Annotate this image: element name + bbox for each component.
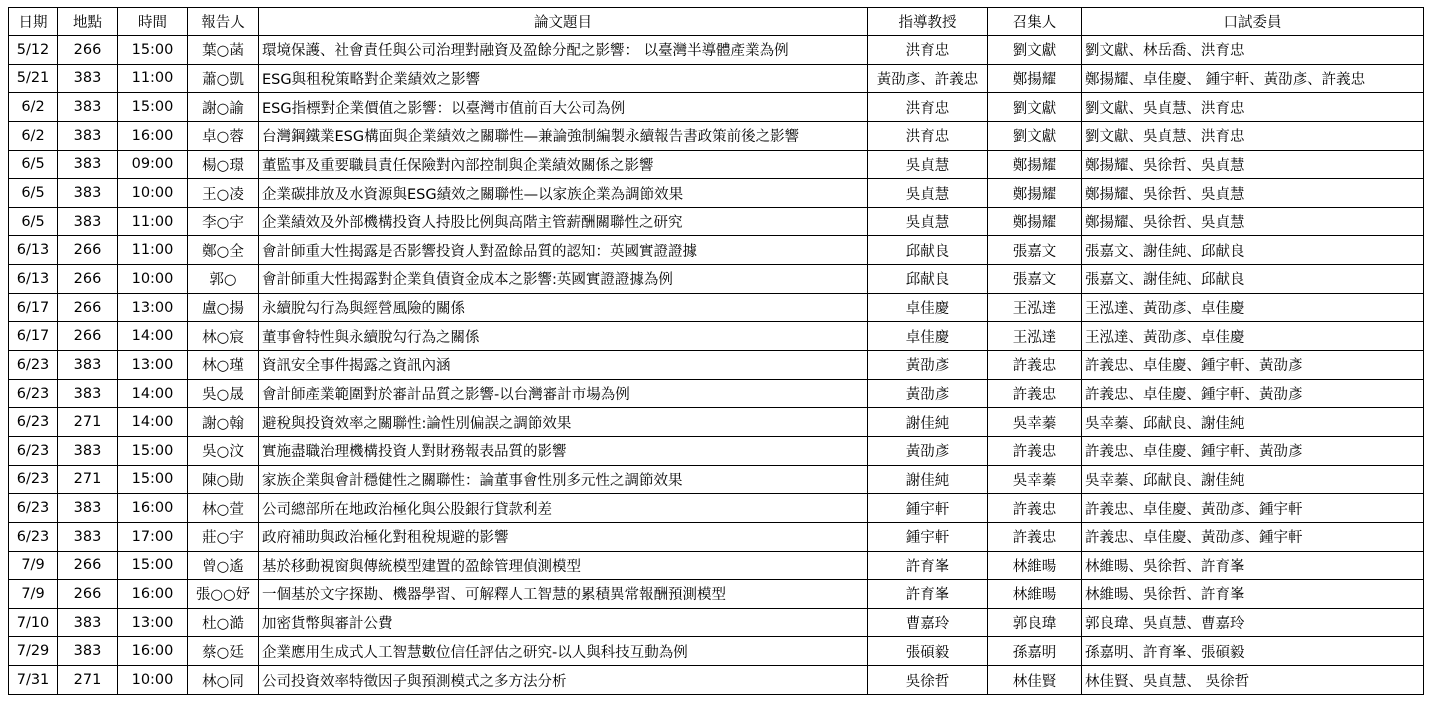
- cell-advisor: 吳徐哲: [868, 666, 988, 695]
- cell-location: 383: [58, 93, 118, 122]
- table-row: [9, 551, 1424, 580]
- cell-convener: 許義忠: [988, 351, 1082, 380]
- header-date: 日期: [9, 8, 58, 36]
- cell-convener: 王泓達: [988, 293, 1082, 322]
- cell-advisor: 鍾宇軒: [868, 522, 988, 551]
- cell-thesis-title: ESG與租稅策略對企業績效之影響: [259, 64, 868, 93]
- cell-thesis-title: 避稅與投資效率之關聯性:論性別偏誤之調節效果: [259, 408, 868, 437]
- table-row: [9, 179, 1424, 208]
- cell-presenter: 鄭○全: [188, 236, 259, 265]
- cell-date: 6/5: [9, 150, 58, 179]
- cell-convener: 林維暘: [988, 580, 1082, 609]
- table-row: [9, 494, 1424, 523]
- cell-date: 6/23: [9, 494, 58, 523]
- cell-advisor: 黃劭彥、許義忠: [868, 64, 988, 93]
- cell-convener: 吳幸蓁: [988, 408, 1082, 437]
- cell-date: 6/23: [9, 522, 58, 551]
- cell-location: 383: [58, 121, 118, 150]
- table-row: [9, 351, 1424, 380]
- cell-advisor: 洪育忠: [868, 121, 988, 150]
- cell-time: 10:00: [118, 179, 188, 208]
- cell-committee: 林佳賢、吳貞慧、 吳徐哲: [1082, 666, 1424, 695]
- table-row: [9, 608, 1424, 637]
- cell-convener: 郭良瑋: [988, 608, 1082, 637]
- cell-committee: 劉文獻、林岳喬、洪育忠: [1082, 36, 1424, 65]
- cell-advisor: 吳貞慧: [868, 179, 988, 208]
- cell-committee: 王泓達、黃劭彥、卓佳慶: [1082, 293, 1424, 322]
- table-row: [9, 379, 1424, 408]
- cell-presenter: 王○凌: [188, 179, 259, 208]
- cell-location: 266: [58, 580, 118, 609]
- cell-committee: 劉文獻、吳貞慧、洪育忠: [1082, 93, 1424, 122]
- cell-advisor: 洪育忠: [868, 93, 988, 122]
- cell-date: 7/29: [9, 637, 58, 666]
- cell-committee: 許義忠、卓佳慶、鍾宇軒、黃劭彥: [1082, 351, 1424, 380]
- cell-convener: 鄭揚耀: [988, 207, 1082, 236]
- cell-thesis-title: 企業碳排放及水資源與ESG績效之關聯性—以家族企業為調節效果: [259, 179, 868, 208]
- cell-time: 16:00: [118, 494, 188, 523]
- cell-committee: 吳幸蓁、邱献良、謝佳純: [1082, 465, 1424, 494]
- cell-presenter: 卓○蓉: [188, 121, 259, 150]
- header-convener: 召集人: [988, 8, 1082, 36]
- cell-presenter: 葉○菡: [188, 36, 259, 65]
- cell-committee: 許義忠、卓佳慶、黃劭彥、鍾宇軒: [1082, 522, 1424, 551]
- cell-thesis-title: 環境保護、社會責任與公司治理對融資及盈餘分配之影響： 以臺灣半導體產業為例: [259, 36, 868, 65]
- cell-thesis-title: 董事會特性與永續脫勾行為之關係: [259, 322, 868, 351]
- cell-convener: 王泓達: [988, 322, 1082, 351]
- cell-committee: 吳幸蓁、邱献良、謝佳純: [1082, 408, 1424, 437]
- cell-presenter: 杜○澔: [188, 608, 259, 637]
- cell-convener: 林維暘: [988, 551, 1082, 580]
- cell-committee: 許義忠、卓佳慶、黃劭彥、鍾宇軒: [1082, 494, 1424, 523]
- cell-presenter: 盧○揚: [188, 293, 259, 322]
- cell-date: 6/13: [9, 236, 58, 265]
- cell-presenter: 曾○遙: [188, 551, 259, 580]
- cell-thesis-title: 企業應用生成式人工智慧數位信任評估之研究-以人與科技互動為例: [259, 637, 868, 666]
- cell-location: 383: [58, 150, 118, 179]
- cell-presenter: 林○萱: [188, 494, 259, 523]
- table-row: [9, 36, 1424, 65]
- cell-time: 11:00: [118, 64, 188, 93]
- cell-date: 7/31: [9, 666, 58, 695]
- header-committee: 口試委員: [1082, 8, 1424, 36]
- cell-advisor: 邱献良: [868, 236, 988, 265]
- table-row: [9, 150, 1424, 179]
- cell-committee: 鄭揚耀、吳徐哲、吳貞慧: [1082, 207, 1424, 236]
- cell-presenter: 謝○翰: [188, 408, 259, 437]
- cell-committee: 王泓達、黃劭彥、卓佳慶: [1082, 322, 1424, 351]
- cell-location: 266: [58, 293, 118, 322]
- cell-date: 6/2: [9, 93, 58, 122]
- cell-convener: 劉文獻: [988, 93, 1082, 122]
- cell-committee: 許義忠、卓佳慶、鍾宇軒、黃劭彥: [1082, 436, 1424, 465]
- table-row: [9, 465, 1424, 494]
- cell-advisor: 吳貞慧: [868, 150, 988, 179]
- cell-thesis-title: 會計師重大性揭露是否影響投資人對盈餘品質的認知：英國實證證據: [259, 236, 868, 265]
- cell-time: 14:00: [118, 408, 188, 437]
- cell-presenter: 林○同: [188, 666, 259, 695]
- cell-convener: 許義忠: [988, 522, 1082, 551]
- cell-time: 15:00: [118, 93, 188, 122]
- cell-presenter: 吳○晟: [188, 379, 259, 408]
- cell-thesis-title: 會計師重大性揭露對企業負債資金成本之影響:英國實證證據為例: [259, 265, 868, 294]
- cell-committee: 張嘉文、謝佳純、邱献良: [1082, 265, 1424, 294]
- cell-advisor: 洪育忠: [868, 36, 988, 65]
- cell-time: 11:00: [118, 207, 188, 236]
- table-row: [9, 121, 1424, 150]
- cell-convener: 許義忠: [988, 379, 1082, 408]
- table-row: [9, 580, 1424, 609]
- cell-advisor: 黃劭彥: [868, 351, 988, 380]
- cell-thesis-title: 台灣鋼鐵業ESG構面與企業績效之關聯性—兼論強制編製永續報告書政策前後之影響: [259, 121, 868, 150]
- cell-date: 6/5: [9, 179, 58, 208]
- cell-advisor: 卓佳慶: [868, 322, 988, 351]
- cell-location: 383: [58, 351, 118, 380]
- cell-time: 10:00: [118, 666, 188, 695]
- cell-committee: 鄭揚耀、吳徐哲、吳貞慧: [1082, 179, 1424, 208]
- cell-thesis-title: 加密貨幣與審計公費: [259, 608, 868, 637]
- cell-location: 383: [58, 64, 118, 93]
- cell-advisor: 曹嘉玲: [868, 608, 988, 637]
- table-row: [9, 408, 1424, 437]
- cell-time: 16:00: [118, 637, 188, 666]
- header-advisor: 指導教授: [868, 8, 988, 36]
- table-row: [9, 522, 1424, 551]
- cell-time: 16:00: [118, 121, 188, 150]
- cell-presenter: 蕭○凱: [188, 64, 259, 93]
- cell-location: 271: [58, 408, 118, 437]
- cell-thesis-title: 資訊安全事件揭露之資訊內涵: [259, 351, 868, 380]
- table-row: [9, 436, 1424, 465]
- cell-presenter: 謝○諭: [188, 93, 259, 122]
- header-location: 地點: [58, 8, 118, 36]
- cell-committee: 鄭揚耀、卓佳慶、 鍾宇軒、黃劭彥、許義忠: [1082, 64, 1424, 93]
- cell-date: 7/9: [9, 580, 58, 609]
- table-row: [9, 637, 1424, 666]
- cell-convener: 孫嘉明: [988, 637, 1082, 666]
- cell-location: 271: [58, 465, 118, 494]
- cell-advisor: 謝佳純: [868, 465, 988, 494]
- cell-date: 6/2: [9, 121, 58, 150]
- cell-presenter: 楊○璟: [188, 150, 259, 179]
- cell-committee: 許義忠、卓佳慶、鍾宇軒、黃劭彥: [1082, 379, 1424, 408]
- cell-advisor: 卓佳慶: [868, 293, 988, 322]
- cell-date: 6/5: [9, 207, 58, 236]
- cell-convener: 鄭揚耀: [988, 150, 1082, 179]
- cell-time: 11:00: [118, 236, 188, 265]
- cell-time: 15:00: [118, 551, 188, 580]
- cell-location: 383: [58, 494, 118, 523]
- cell-time: 09:00: [118, 150, 188, 179]
- cell-location: 383: [58, 207, 118, 236]
- cell-convener: 張嘉文: [988, 265, 1082, 294]
- cell-advisor: 謝佳純: [868, 408, 988, 437]
- cell-committee: 林維暘、吳徐哲、許育峯: [1082, 580, 1424, 609]
- cell-date: 6/13: [9, 265, 58, 294]
- cell-time: 14:00: [118, 322, 188, 351]
- cell-advisor: 吳貞慧: [868, 207, 988, 236]
- cell-committee: 劉文獻、吳貞慧、洪育忠: [1082, 121, 1424, 150]
- cell-convener: 劉文獻: [988, 121, 1082, 150]
- cell-time: 13:00: [118, 293, 188, 322]
- cell-presenter: 林○宸: [188, 322, 259, 351]
- cell-committee: 林維暘、吳徐哲、許育峯: [1082, 551, 1424, 580]
- table-row: [9, 207, 1424, 236]
- cell-location: 383: [58, 436, 118, 465]
- cell-thesis-title: 家族企業與會計穩健性之關聯性：論董事會性別多元性之調節效果: [259, 465, 868, 494]
- cell-date: 6/17: [9, 293, 58, 322]
- cell-advisor: 黃劭彥: [868, 436, 988, 465]
- cell-time: 17:00: [118, 522, 188, 551]
- table-row: [9, 64, 1424, 93]
- cell-convener: 劉文獻: [988, 36, 1082, 65]
- cell-time: 13:00: [118, 608, 188, 637]
- cell-committee: 張嘉文、謝佳純、邱献良: [1082, 236, 1424, 265]
- cell-location: 383: [58, 522, 118, 551]
- table-row: [9, 265, 1424, 294]
- header-time: 時間: [118, 8, 188, 36]
- cell-location: 266: [58, 322, 118, 351]
- cell-time: 13:00: [118, 351, 188, 380]
- table-body: [9, 36, 1424, 695]
- cell-location: 383: [58, 179, 118, 208]
- cell-location: 266: [58, 551, 118, 580]
- cell-date: 6/17: [9, 322, 58, 351]
- cell-time: 10:00: [118, 265, 188, 294]
- cell-convener: 吳幸蓁: [988, 465, 1082, 494]
- header-row: [9, 8, 1424, 36]
- cell-time: 14:00: [118, 379, 188, 408]
- cell-advisor: 張碩毅: [868, 637, 988, 666]
- table-row: [9, 293, 1424, 322]
- cell-convener: 張嘉文: [988, 236, 1082, 265]
- cell-convener: 許義忠: [988, 436, 1082, 465]
- cell-time: 16:00: [118, 580, 188, 609]
- cell-thesis-title: 企業績效及外部機構投資人持股比例與高階主管薪酬關聯性之研究: [259, 207, 868, 236]
- cell-location: 383: [58, 379, 118, 408]
- cell-presenter: 林○瑾: [188, 351, 259, 380]
- cell-thesis-title: 實施盡職治理機構投資人對財務報表品質的影響: [259, 436, 868, 465]
- cell-location: 383: [58, 637, 118, 666]
- cell-advisor: 鍾宇軒: [868, 494, 988, 523]
- cell-date: 6/23: [9, 465, 58, 494]
- cell-date: 6/23: [9, 379, 58, 408]
- cell-advisor: 黃劭彥: [868, 379, 988, 408]
- cell-committee: 孫嘉明、許育峯、張碩毅: [1082, 637, 1424, 666]
- cell-date: 6/23: [9, 436, 58, 465]
- cell-thesis-title: 公司總部所在地政治極化與公股銀行貸款利差: [259, 494, 868, 523]
- cell-thesis-title: 永續脫勾行為與經營風險的關係: [259, 293, 868, 322]
- cell-location: 266: [58, 265, 118, 294]
- header-presenter: 報告人: [188, 8, 259, 36]
- cell-advisor: 許育峯: [868, 551, 988, 580]
- cell-location: 271: [58, 666, 118, 695]
- header-thesis-title: 論文題目: [259, 8, 868, 36]
- cell-thesis-title: 基於移動視窗與傳統模型建置的盈餘管理偵測模型: [259, 551, 868, 580]
- cell-thesis-title: 董監事及重要職員責任保險對內部控制與企業績效關係之影響: [259, 150, 868, 179]
- cell-presenter: 蔡○廷: [188, 637, 259, 666]
- cell-committee: 郭良瑋、吳貞慧、曹嘉玲: [1082, 608, 1424, 637]
- cell-thesis-title: ESG指標對企業價值之影響：以臺灣市值前百大公司為例: [259, 93, 868, 122]
- cell-thesis-title: 公司投資效率特徵因子與預測模式之多方法分析: [259, 666, 868, 695]
- cell-presenter: 莊○宇: [188, 522, 259, 551]
- cell-time: 15:00: [118, 436, 188, 465]
- defense-schedule-table: [8, 7, 1424, 695]
- cell-thesis-title: 政府補助與政治極化對租稅規避的影響: [259, 522, 868, 551]
- table-row: [9, 236, 1424, 265]
- cell-time: 15:00: [118, 36, 188, 65]
- cell-location: 266: [58, 236, 118, 265]
- cell-location: 383: [58, 608, 118, 637]
- cell-date: 5/12: [9, 36, 58, 65]
- cell-presenter: 郭○: [188, 265, 259, 294]
- cell-thesis-title: 一個基於文字探勘、機器學習、可解釋人工智慧的累積異常報酬預測模型: [259, 580, 868, 609]
- cell-date: 6/23: [9, 351, 58, 380]
- table-row: [9, 93, 1424, 122]
- table-row: [9, 322, 1424, 351]
- cell-location: 266: [58, 36, 118, 65]
- cell-advisor: 許育峯: [868, 580, 988, 609]
- cell-convener: 林佳賢: [988, 666, 1082, 695]
- cell-convener: 許義忠: [988, 494, 1082, 523]
- cell-time: 15:00: [118, 465, 188, 494]
- cell-presenter: 李○宇: [188, 207, 259, 236]
- cell-presenter: 陳○勛: [188, 465, 259, 494]
- cell-date: 7/10: [9, 608, 58, 637]
- cell-advisor: 邱献良: [868, 265, 988, 294]
- cell-date: 7/9: [9, 551, 58, 580]
- cell-presenter: 張○○妤: [188, 580, 259, 609]
- cell-date: 5/21: [9, 64, 58, 93]
- cell-presenter: 吳○汶: [188, 436, 259, 465]
- cell-committee: 鄭揚耀、吳徐哲、吳貞慧: [1082, 150, 1424, 179]
- table-header: [9, 8, 1424, 36]
- cell-convener: 鄭揚耀: [988, 64, 1082, 93]
- table-row: [9, 666, 1424, 695]
- cell-thesis-title: 會計師產業範圍對於審計品質之影響-以台灣審計市場為例: [259, 379, 868, 408]
- cell-convener: 鄭揚耀: [988, 179, 1082, 208]
- cell-date: 6/23: [9, 408, 58, 437]
